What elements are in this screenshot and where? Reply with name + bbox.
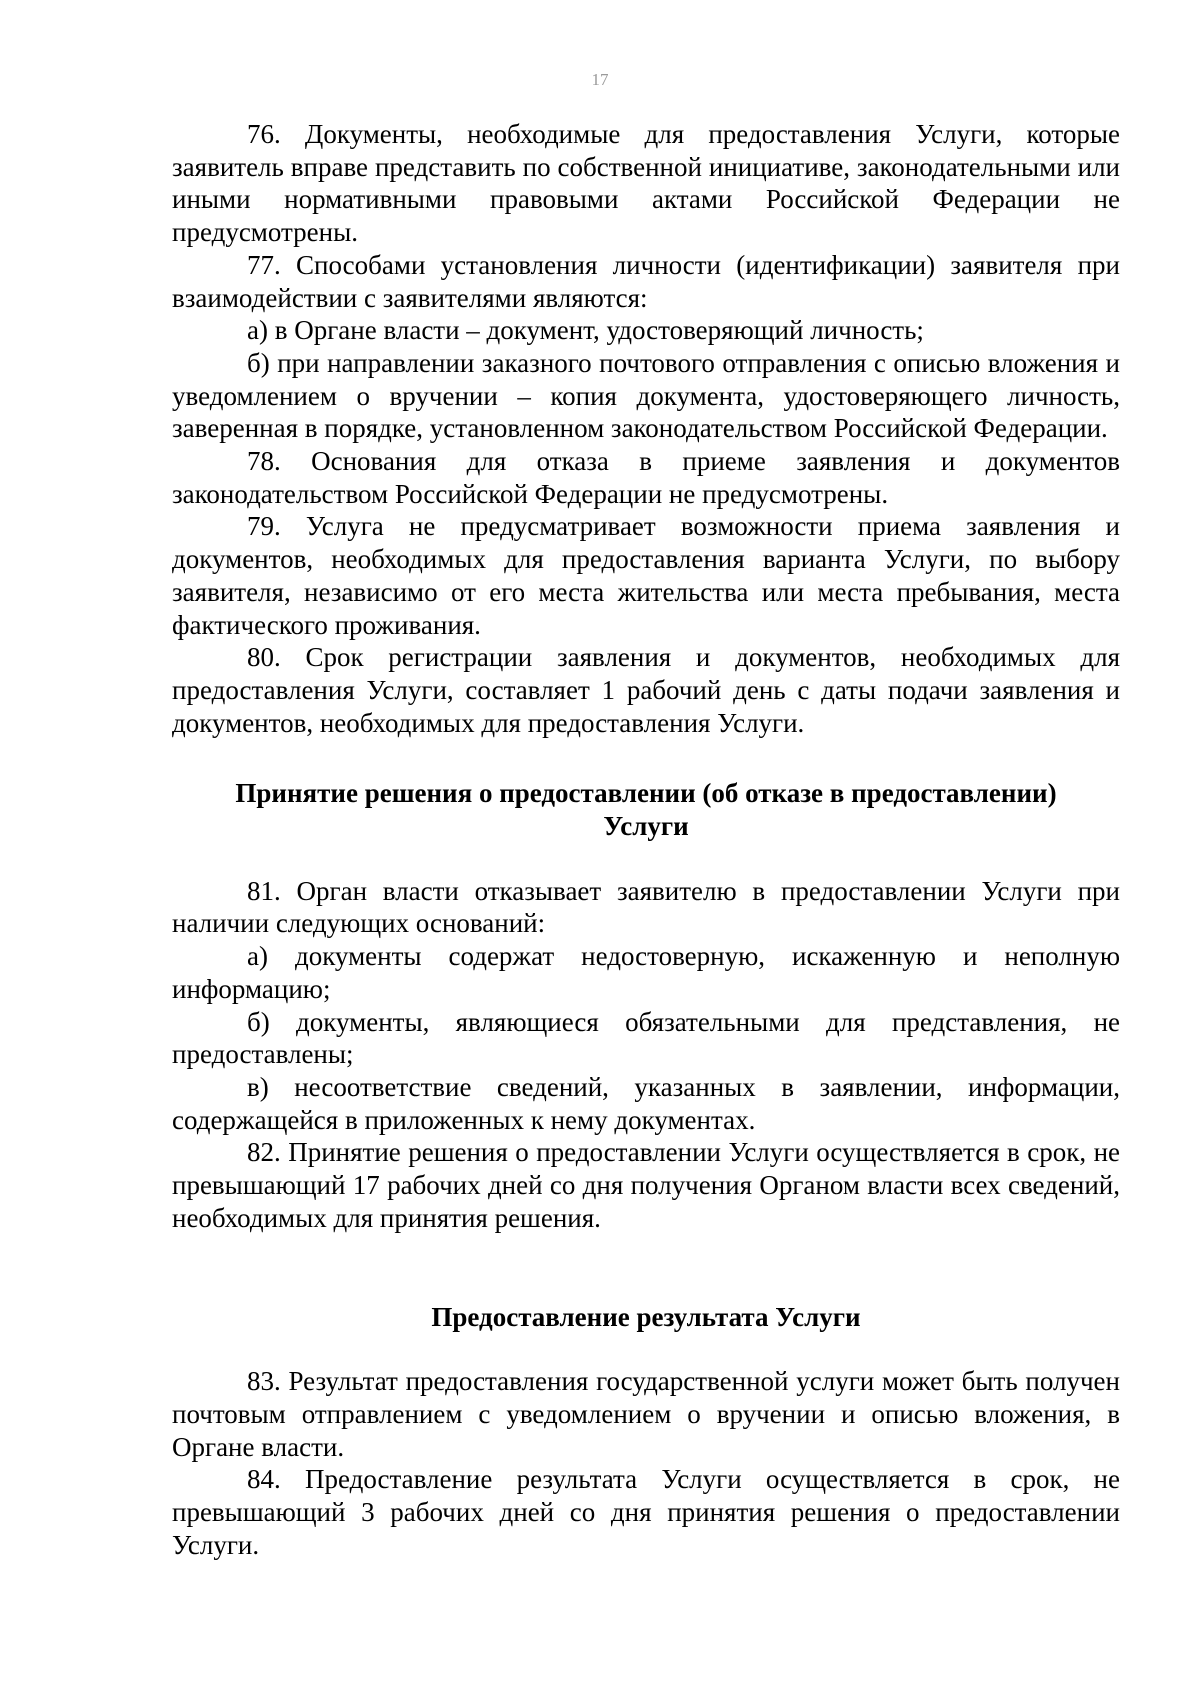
paragraph-76: 76. Документы, необходимые для предоставления Услуги, которые заявитель вправе представить по собственной инициативе, законодательными или иными нормативными правовыми актами Российской Федерации не предусмотрены. [172, 119, 1120, 248]
paragraph-83: 83. Результат предоставления государственной услуги может быть получен почтовым отправлением с уведомлением о вручении и описью вложения, в Органе власти. [172, 1366, 1120, 1462]
paragraph-81-b: б) документы, являющиеся обязательными для представления, не предоставлены; [172, 1006, 1120, 1070]
section-heading-decision-line2: Услуги [603, 811, 689, 842]
paragraph-84: 84. Предоставление результата Услуги осуществляется в срок, не превышающий 3 рабочих дней со дня принятия решения о предоставлении Услуги. [172, 1464, 1120, 1560]
paragraph-77-a: а) в Органе власти – документ, удостоверяющий личность; [247, 315, 924, 346]
section-heading-decision-line1: Принятие решения о предоставлении (об отказе в предоставлении) [235, 778, 1057, 809]
paragraph-82: 82. Принятие решения о предоставлении Услуги осуществляется в срок, не превышающий 17 рабочих дней со дня получения Органом власти всех сведений, необходимых для принятия решения. [172, 1137, 1120, 1233]
section-heading-decision [172, 777, 1120, 842]
paragraph-80: 80. Срок регистрации заявления и документов, необходимых для предоставления Услуги, составляет 1 рабочий день с даты подачи заявления и документов, необходимых для предоставления Услуги. [172, 642, 1120, 738]
section-heading-result: Предоставление результата Услуги [431, 1301, 861, 1332]
document-body [172, 118, 1120, 1561]
paragraph-81: 81. Орган власти отказывает заявителю в предоставлении Услуги при наличии следующих оснований: [172, 875, 1120, 939]
paragraph-77-b: б) при направлении заказного почтового отправления с описью вложения и уведомлением о вручении – копия документа, удостоверяющего личность, заверенная в порядке, установленном законодательством Российской Федерации. [172, 347, 1120, 444]
page-number: 17 [591, 70, 609, 89]
paragraph-78: 78. Основания для отказа в приеме заявления и документов законодательством Российской Федерации не предусмотрены. [172, 446, 1120, 509]
paragraph-79: 79. Услуга не предусматривает возможности приема заявления и документов, необходимых для предоставления варианта Услуги, по выбору заявителя, независимо от его места жительства или места пребывания, места фактического проживания. [172, 511, 1120, 640]
paragraph-81-v: в) несоответствие сведений, указанных в заявлении, информации, содержащейся в приложенных к нему документах. [172, 1071, 1120, 1135]
paragraph-77: 77. Способами установления личности (идентификации) заявителя при взаимодействии с заявителями являются: [172, 249, 1120, 313]
paragraph-81-a: а) документы содержат недостоверную, искаженную и неполную информацию; [172, 941, 1120, 1004]
